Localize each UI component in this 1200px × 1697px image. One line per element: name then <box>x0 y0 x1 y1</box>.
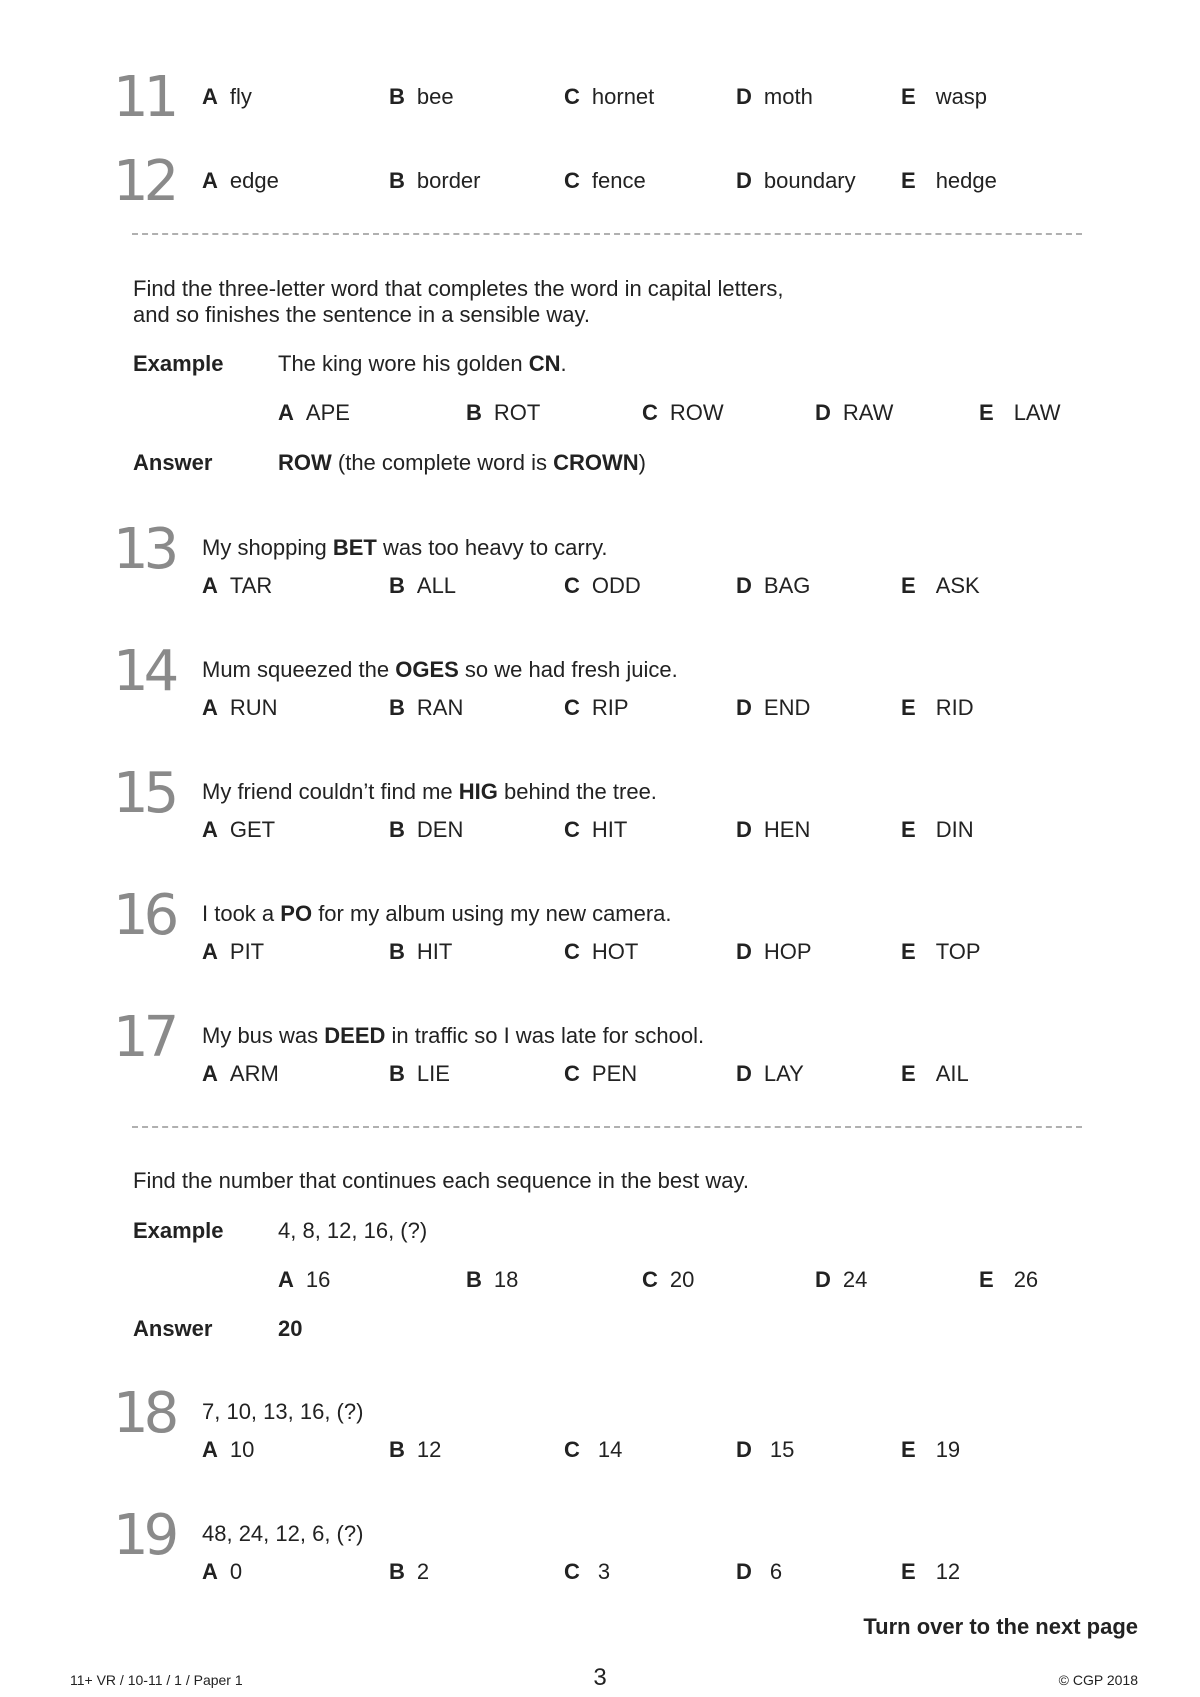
option-a[interactable]: A GET <box>202 817 276 842</box>
option-a[interactable]: A edge <box>202 168 279 193</box>
answer-label: Answer <box>133 1316 213 1341</box>
option-c[interactable]: C fence <box>564 168 646 193</box>
paper-code: 11+ VR / 10-11 / 1 / Paper 1 <box>70 1672 243 1688</box>
example-label: Example <box>133 1218 224 1243</box>
option-d[interactable]: D HOP <box>736 939 812 964</box>
option-c[interactable]: C HOT <box>564 939 639 964</box>
answer-options <box>0 84 1200 114</box>
option-e[interactable]: E TOP <box>901 939 981 964</box>
section-divider <box>132 1126 1082 1128</box>
option-b[interactable]: B RAN <box>389 695 464 720</box>
option-a: A 16 <box>278 1267 331 1292</box>
option-c[interactable]: C RIP <box>564 695 629 720</box>
option-a: A APE <box>278 400 350 425</box>
question-number: 15 <box>113 761 175 826</box>
question-sequence: 7, 10, 13, 16, (?) <box>202 1399 364 1424</box>
option-b[interactable]: B bee <box>389 84 454 109</box>
option-c[interactable]: C 3 <box>564 1559 611 1584</box>
option-e[interactable]: E RID <box>901 695 974 720</box>
option-a[interactable]: A ARM <box>202 1061 279 1086</box>
question-sequence: 48, 24, 12, 6, (?) <box>202 1521 364 1546</box>
option-d[interactable]: D moth <box>736 84 813 109</box>
answer-options <box>0 1559 1200 1589</box>
turn-over-note: Turn over to the next page <box>863 1614 1138 1639</box>
option-d[interactable]: D BAG <box>736 573 811 598</box>
option-e[interactable]: E 12 <box>901 1559 961 1584</box>
option-a[interactable]: A PIT <box>202 939 265 964</box>
page-number: 3 <box>593 1664 607 1691</box>
option-c: C ROW <box>642 400 724 425</box>
answer-options <box>0 695 1200 725</box>
question-sentence: My friend couldn’t find me HIG behind the tree. <box>202 779 657 804</box>
option-a[interactable]: A 10 <box>202 1437 255 1462</box>
question-number: 19 <box>113 1503 175 1568</box>
option-d[interactable]: D 15 <box>736 1437 795 1462</box>
question-number: 14 <box>113 639 175 704</box>
option-e[interactable]: E 19 <box>901 1437 961 1462</box>
question-sentence: Mum squeezed the OGES so we had fresh juice. <box>202 657 678 682</box>
option-d: D 24 <box>815 1267 868 1292</box>
copyright: © CGP 2018 <box>1058 1672 1138 1688</box>
section-divider <box>132 233 1082 235</box>
question-number: 16 <box>113 883 175 948</box>
option-c[interactable]: C HIT <box>564 817 628 842</box>
option-d[interactable]: D 6 <box>736 1559 783 1584</box>
option-d: D RAW <box>815 400 894 425</box>
question-number: 17 <box>113 1005 175 1070</box>
option-e[interactable]: E DIN <box>901 817 974 842</box>
option-c: C 20 <box>642 1267 695 1292</box>
answer-options <box>0 573 1200 603</box>
option-e: E 26 <box>979 1267 1039 1292</box>
example-sequence: 4, 8, 12, 16, (?) <box>278 1218 428 1243</box>
answer-options <box>0 1061 1200 1091</box>
option-c[interactable]: C PEN <box>564 1061 638 1086</box>
option-b[interactable]: B LIE <box>389 1061 450 1086</box>
option-b[interactable]: B HIT <box>389 939 453 964</box>
option-e: E LAW <box>979 400 1061 425</box>
option-a[interactable]: A 0 <box>202 1559 243 1584</box>
option-e[interactable]: E ASK <box>901 573 980 598</box>
section-instruction: Find the number that continues each sequence in the best way. <box>133 1168 749 1193</box>
question-sentence: I took a PO for my album using my new camera. <box>202 901 672 926</box>
option-c[interactable]: C ODD <box>564 573 641 598</box>
example-answer: ROW (the complete word is CROWN) <box>278 450 646 475</box>
option-e[interactable]: E AIL <box>901 1061 969 1086</box>
question-number: 18 <box>113 1381 175 1446</box>
option-b: B ROT <box>466 400 541 425</box>
option-b[interactable]: B ALL <box>389 573 457 598</box>
answer-options <box>0 1437 1200 1467</box>
question-sentence: My bus was DEED in traffic so I was late for school. <box>202 1023 705 1048</box>
section-instruction: Find the three-letter word that completes the word in capital letters, <box>133 276 784 301</box>
option-b[interactable]: B 2 <box>389 1559 430 1584</box>
answer-options <box>0 817 1200 847</box>
option-b[interactable]: B DEN <box>389 817 464 842</box>
example-sentence: The king wore his golden CN. <box>278 351 567 376</box>
option-d[interactable]: D HEN <box>736 817 811 842</box>
example-label: Example <box>133 351 224 376</box>
example-answer: 20 <box>278 1316 303 1341</box>
question-number: 13 <box>113 517 175 582</box>
question-sentence: My shopping BET was too heavy to carry. <box>202 535 608 560</box>
option-b[interactable]: B 12 <box>389 1437 442 1462</box>
question-number: 11 <box>113 65 175 130</box>
answer-options <box>0 939 1200 969</box>
example-options <box>0 400 1200 430</box>
option-d[interactable]: D boundary <box>736 168 856 193</box>
question-number: 12 <box>113 149 175 214</box>
option-e[interactable]: E wasp <box>901 84 988 109</box>
answer-label: Answer <box>133 450 213 475</box>
option-c[interactable]: C 14 <box>564 1437 623 1462</box>
option-b[interactable]: B border <box>389 168 481 193</box>
answer-options <box>0 168 1200 198</box>
option-d[interactable]: D LAY <box>736 1061 804 1086</box>
option-a[interactable]: A fly <box>202 84 252 109</box>
option-c[interactable]: C hornet <box>564 84 655 109</box>
example-options <box>0 1267 1200 1297</box>
option-a[interactable]: A RUN <box>202 695 278 720</box>
section-instruction: and so finishes the sentence in a sensible way. <box>133 302 590 327</box>
option-a[interactable]: A TAR <box>202 573 273 598</box>
option-d[interactable]: D END <box>736 695 811 720</box>
option-b: B 18 <box>466 1267 519 1292</box>
option-e[interactable]: E hedge <box>901 168 997 193</box>
